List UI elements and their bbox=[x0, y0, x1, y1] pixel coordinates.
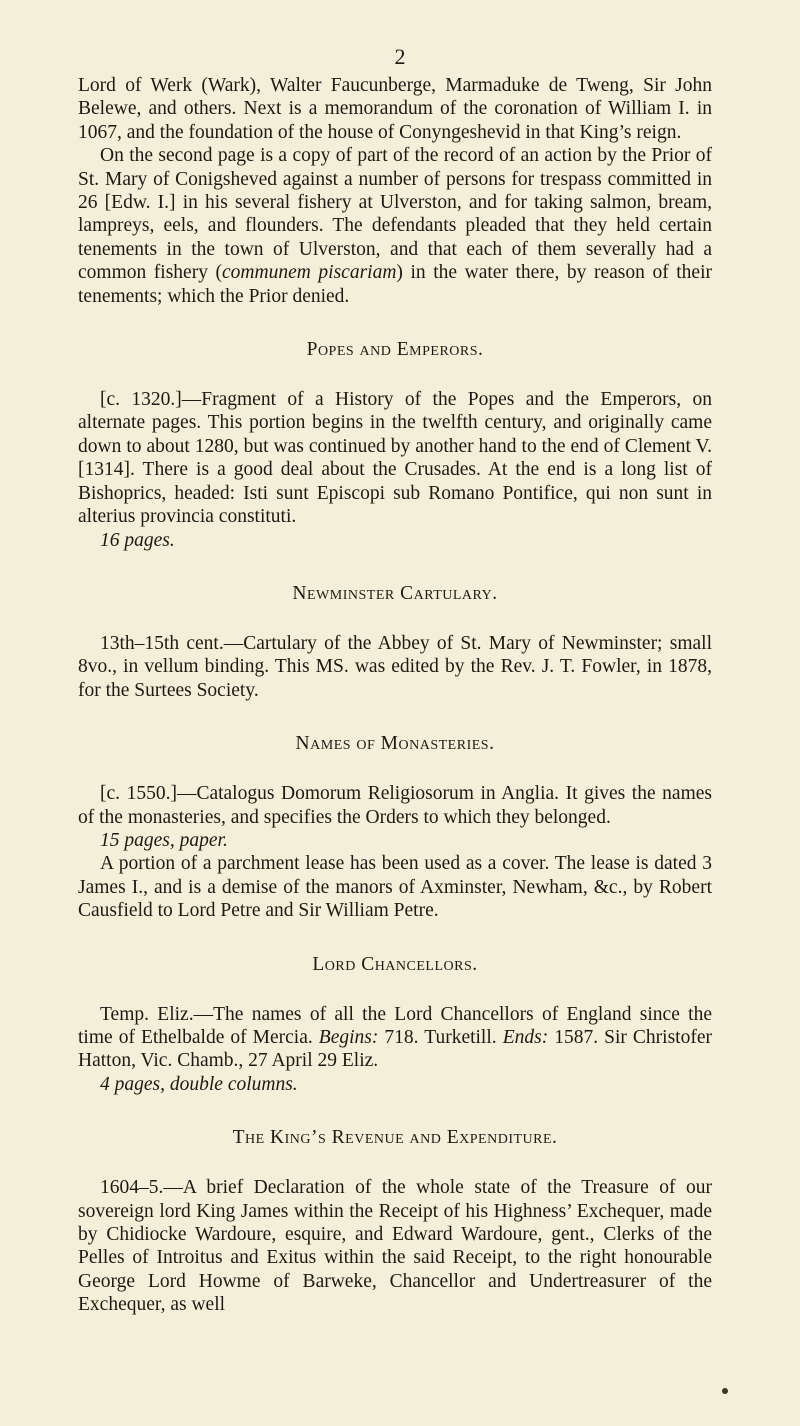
popes-extent-text: pages. bbox=[119, 529, 175, 551]
chancellors-ends-label: Ends: bbox=[502, 1026, 549, 1048]
intro-paragraph-2 bbox=[78, 144, 712, 308]
ink-dot-mark bbox=[722, 1388, 728, 1394]
intro-paragraph-1: Lord of Werk (Wark), Walter Faucunberge, Marmaduke de Tweng, Sir John Belewe, and others. Next is a memorandum of the coronation of William I. in 1067, and the foundation of the house of Conyngeshevid in that King’s reign. bbox=[78, 75, 712, 143]
chancellors-begins-label: Begins: bbox=[318, 1026, 379, 1048]
intro-italic-term: communem piscariam bbox=[222, 262, 397, 284]
page-content bbox=[78, 74, 712, 1317]
chancellors-extent-number: 4 bbox=[100, 1073, 110, 1095]
popes-extent bbox=[78, 529, 712, 552]
chancellors-extent-text: pages, double columns. bbox=[109, 1073, 298, 1095]
chancellors-text-a: Temp. Eliz.—The names of all the Lord Chancellors of England since the time of Ethelbalde of Mercia. bbox=[78, 1003, 712, 1048]
revenue-entry: 1604–5.—A brief Declaration of the whole state of the Treasure of our sovereign lord King James within the Receipt of his Highness’ Exchequer, made by Chidiocke Wardoure, esquire, and Edward Wardoure, gent., Clerks of the Pelles of Introitus and Exitus within the said Receipt, to the right honourable George Lord Howme of Barweke, Chancellor and Undertreasurer of the Exchequer, as well bbox=[78, 1177, 712, 1316]
heading-lord-chancellors: Lord Chancellors. bbox=[312, 953, 478, 975]
newminster-entry: 13th–15th cent.—Cartulary of the Abbey of St. Mary of Newminster; small 8vo., in vellum binding. This MS. was edited by the Rev. J. T. Fowler, in 1878, for the Surtees Society. bbox=[78, 632, 712, 701]
monasteries-extent-number: 15 bbox=[100, 829, 120, 851]
intro-text-b: ) in the water there, by reason of their tenements; which the Prior denied. bbox=[78, 262, 712, 307]
chancellors-text-c: 1587. Sir Christofer Hatton, Vic. Chamb., 27 April 29 Eliz. bbox=[78, 1026, 712, 1072]
monasteries-entry: [c. 1550.]—Catalogus Domorum Religiosorum in Anglia. It gives the names of the monasteries, and specifies the Orders to which they belonged. bbox=[78, 783, 712, 828]
monasteries-extent-text: pages, paper. bbox=[119, 829, 228, 851]
popes-extent-number: 16 bbox=[100, 529, 120, 551]
popes-entry: [c. 1320.]—Fragment of a History of the Popes and the Emperors, on alternate pages. This portion begins in the twelfth century, and originally came down to about 1280, but was continued by another hand to the end of Clement V. [1314]. There is a good deal about the Crusades. At the end is a long list of Bishoprics, headed: Isti sunt Episcopi sub Romano Pontifice, qui non sunt in alterius provincia constituti. bbox=[78, 389, 712, 528]
heading-names-of-monasteries: Names of Monasteries. bbox=[295, 733, 495, 755]
heading-popes-and-emperors: Popes and Emperors. bbox=[306, 339, 484, 361]
chancellors-extent bbox=[78, 1073, 712, 1096]
chancellors-text-b: 718. Turketill. bbox=[378, 1026, 503, 1048]
monasteries-extent bbox=[78, 829, 712, 852]
page-number: 2 bbox=[394, 44, 406, 69]
monasteries-note: A portion of a parchment lease has been used as a cover. The lease is dated 3 James I., and is a demise of the manors of Axminster, Newham, &c., by Robert Causfield to Lord Petre and Sir William Petre. bbox=[78, 853, 712, 922]
heading-newminster-cartulary: Newminster Cartulary. bbox=[292, 582, 498, 604]
intro-text-a: On the second page is a copy of part of the record of an action by the Prior of St. Mary of Conigsheved against a number of persons for trespass committed in 26 [Edw. I.] in his several fishery at Ulverston, and for taking salmon, bream, lampreys, eels, and flounders. The defendants pleaded that they held certain tenements in the town of Ulverston, and that each of them severally had a common fishery ( bbox=[78, 145, 712, 284]
heading-kings-revenue: The King’s Revenue and Expenditure. bbox=[232, 1127, 558, 1149]
chancellors-entry bbox=[78, 1003, 712, 1073]
